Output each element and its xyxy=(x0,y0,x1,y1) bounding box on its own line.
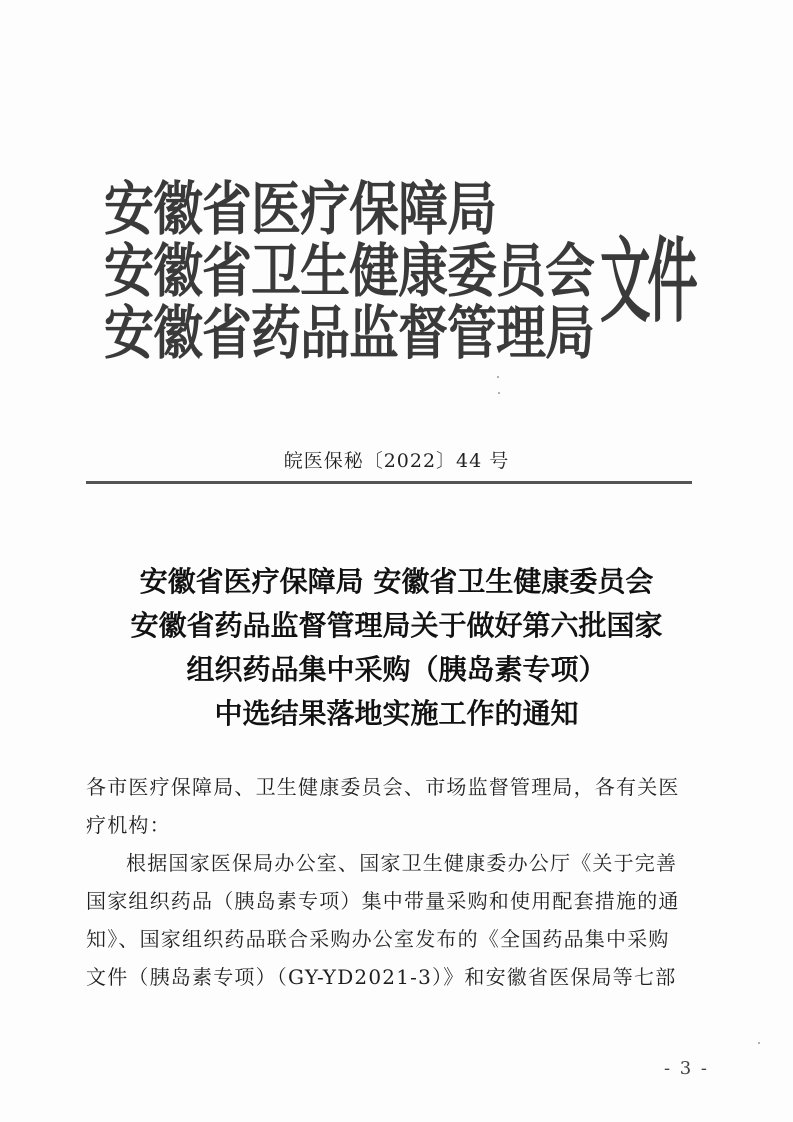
addressee-line: 疗机构： xyxy=(86,813,171,837)
title-line: 中选结果落地实施工作的通知 xyxy=(214,697,579,730)
title-line: 安徽省医疗保障局 安徽省卫生健康委员会 xyxy=(139,565,654,598)
issuer-name: 安徽省医疗保障局 xyxy=(104,175,497,243)
title-line: 组织药品集中采购（胰岛素专项） xyxy=(186,653,607,686)
issuer-name: 安徽省药品监督管理局 xyxy=(104,299,595,367)
scan-speck xyxy=(497,376,499,378)
document-title xyxy=(0,560,793,736)
document-body xyxy=(86,768,696,996)
paragraph-line: 文件（胰岛素专项）（GY-YD2021-3）》和安徽省医保局等七部 xyxy=(86,965,677,989)
addressee-line: 各市医疗保障局、卫生健康委员会、市场监督管理局，各有关医 xyxy=(86,775,680,799)
title-line: 安徽省药品监督管理局关于做好第六批国家 xyxy=(130,609,663,642)
issuer-name: 安徽省卫生健康委员会 xyxy=(104,237,595,305)
scan-speck xyxy=(498,392,500,394)
paragraph-line: 根据国家医保局办公室、国家卫生健康委办公厅《关于完善 xyxy=(126,851,678,875)
paragraph-line: 国家组织药品（胰岛素专项）集中带量采购和使用配套措施的通 xyxy=(86,889,680,913)
header-divider xyxy=(86,481,692,484)
issuer-list xyxy=(104,175,595,367)
letterhead-suffix: 文件 xyxy=(600,227,695,335)
document-number: 皖医保秘〔2022〕44 号 xyxy=(283,450,510,472)
letterhead xyxy=(104,175,695,378)
scan-speck xyxy=(758,1042,760,1044)
paragraph-line: 知》、国家组织药品联合采购办公室发布的《全国药品集中采购 xyxy=(86,927,670,951)
page-number: - 3 - xyxy=(663,1058,709,1079)
